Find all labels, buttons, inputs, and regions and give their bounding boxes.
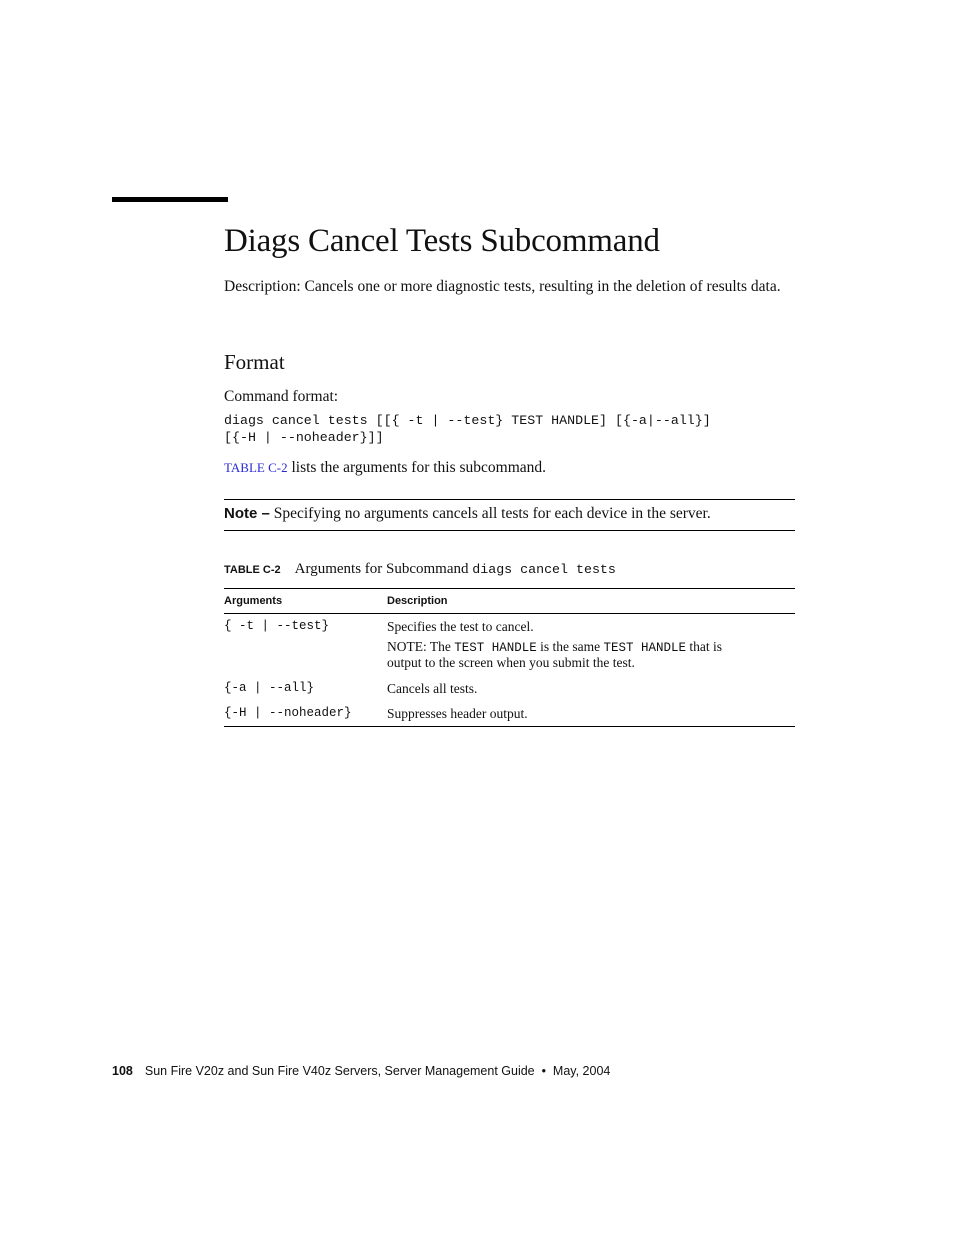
table-header-rule <box>224 613 795 614</box>
note-body: Specifying no arguments cancels all tests for each device in the server. <box>269 505 711 522</box>
table-bottom-rule <box>224 726 795 727</box>
table-caption-text: Arguments for Subcommand <box>294 561 473 577</box>
table-row-2-description: Cancels all tests. <box>387 681 478 696</box>
table-c2-link[interactable]: TABLE C-2 <box>224 460 288 475</box>
note-prefix: NOTE: The <box>387 639 455 654</box>
table-row-1-note-continued: output to the screen when you submit the test. <box>387 655 635 670</box>
command-syntax-line-2: [{-H | --noheader}]] <box>224 430 384 445</box>
table-row-3-description: Suppresses header output. <box>387 706 528 721</box>
footer-page-number: 108 <box>112 1064 133 1078</box>
note-suffix: that is <box>686 639 723 654</box>
command-syntax-line-1: diags cancel tests [[{ -t | --test} TEST HANDLE] [{-a|--all}] <box>224 413 711 428</box>
table-row-3-argument: {-H | --noheader} <box>224 706 352 720</box>
section-heading-format: Format <box>224 350 285 374</box>
note-box <box>224 499 795 531</box>
table-row-1-note <box>387 639 722 656</box>
table-row-2-argument: {-a | --all} <box>224 681 315 695</box>
table-reference-text: lists the arguments for this subcommand. <box>287 459 547 476</box>
note-text <box>224 505 711 523</box>
description-paragraph: Description: Cancels one or more diagnostic tests, resulting in the deletion of results data. <box>224 278 781 295</box>
table-reference-paragraph <box>224 459 546 477</box>
test-handle-code-2: TEST HANDLE <box>603 641 687 655</box>
note-mid: is the same <box>536 639 604 654</box>
test-handle-code: TEST HANDLE <box>454 641 537 655</box>
chapter-rule <box>112 197 228 202</box>
table-row-1-description: Specifies the test to cancel. <box>387 619 534 634</box>
table-caption <box>224 561 616 578</box>
table-top-rule <box>224 588 795 589</box>
table-caption-label: TABLE C-2 <box>224 564 281 576</box>
table-row-1-argument: { -t | --test} <box>224 619 330 633</box>
page-footer <box>112 1064 610 1078</box>
command-format-label: Command format: <box>224 388 339 405</box>
table-header-arguments: Arguments <box>224 595 283 607</box>
page-title: Diags Cancel Tests Subcommand <box>224 223 660 259</box>
note-label: Note – <box>224 505 270 522</box>
table-caption-code: diags cancel tests <box>472 562 616 577</box>
table-header-description: Description <box>387 595 448 607</box>
footer-text: Sun Fire V20z and Sun Fire V40z Servers, Server Management Guide • May, 2004 <box>144 1064 611 1078</box>
